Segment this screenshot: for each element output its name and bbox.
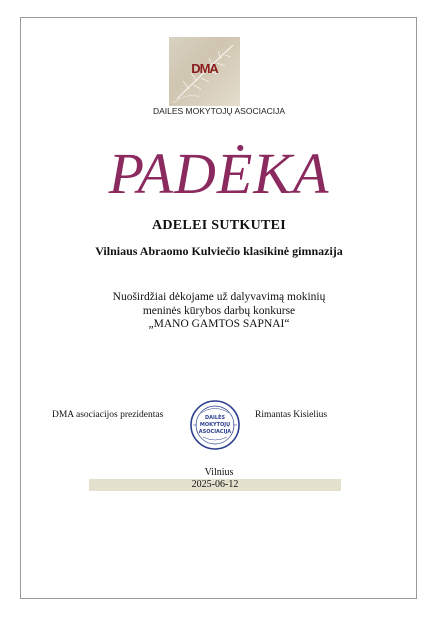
certificate-title: PADĖKA (108, 141, 330, 206)
stamp-line-2: MOKYTOJŲ (199, 422, 231, 428)
stamp-line-1: DAILĖS (204, 415, 226, 421)
message-block (0, 291, 438, 332)
association-name: DAILES MOKYTOJŲ ASOCIACIJA (152, 106, 286, 116)
president-title: DMA asociacijos prezidentas (52, 410, 164, 420)
message-line-2: meninės kūrybos darbų konkurse (142, 304, 296, 317)
association-stamp (189, 399, 241, 451)
stamp-line-3: ASOCIACIJA (198, 429, 232, 435)
dma-logo (169, 37, 240, 106)
logo-text: DMA (191, 61, 218, 76)
president-name: Rimantas Kisielius (255, 410, 328, 420)
date-field: 2025-06-12 (89, 479, 341, 491)
school-name: Vilniaus Abraomo Kulviečio klasikinė gimnazija (95, 244, 343, 258)
message-line-1: Nuoširdžiai dėkojame už dalyvavimą mokinių (112, 291, 326, 303)
message-line-3: „MANO GAMTOS SAPNAI“ (148, 318, 290, 330)
recipient-name: ADELEI SUTKUTEI (151, 218, 287, 233)
city-name: Vilnius (204, 467, 234, 478)
